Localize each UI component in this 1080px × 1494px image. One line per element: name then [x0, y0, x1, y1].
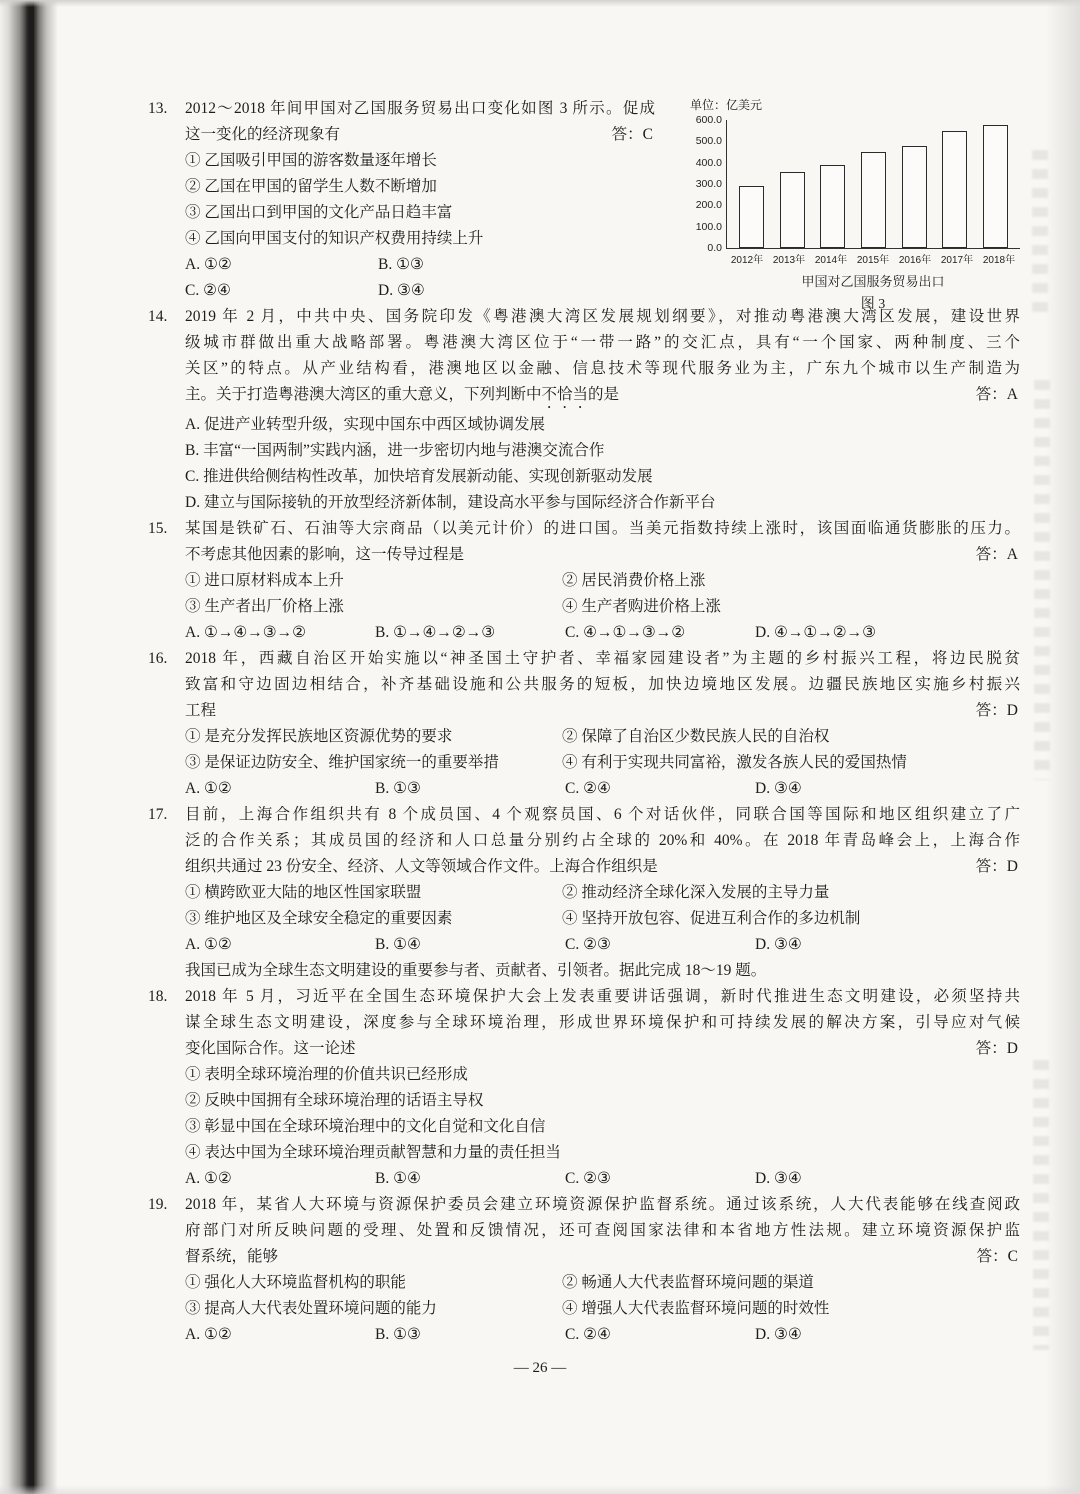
question-stem-line [185, 1244, 1020, 1270]
option-D: D. ④→①→②→③ [755, 624, 877, 641]
choice-item: ② 乙国在甲国的留学生人数不断增加 [185, 178, 437, 195]
option-A: A. ①② [185, 1326, 232, 1343]
question-stem-line: 2018 年，西藏自治区开始实施以“神圣国土守护者、幸福家园建设者”为主题的乡村振兴工程，将边民脱贫 [185, 650, 1020, 667]
answer-options [185, 620, 1020, 646]
y-axis-tick-label: 200.0 [695, 199, 722, 212]
y-axis-tick-label: 400.0 [695, 156, 722, 169]
choice-item: ① 横跨欧亚大陆的地区性国家联盟 [185, 884, 422, 901]
section-note: 我国已成为全球生态文明建设的重要参与者、贡献者、引领者。据此完成 18～19 题。 [185, 962, 767, 979]
bar [902, 146, 927, 248]
answer-options [185, 776, 1020, 802]
choice-item: ③ 生产者出厂价格上涨 [185, 598, 344, 615]
choice-item: ② 推动经济全球化深入发展的主导力量 [562, 884, 830, 901]
option-B: B. ①③ [375, 1326, 421, 1343]
option-C: C. ②④ [185, 282, 231, 299]
answer-options [185, 252, 571, 304]
scan-top-edge [0, 0, 1080, 7]
option-C: C. 推进供给侧结构性改革，加快培育发展新动能、实现创新驱动发展 [185, 468, 653, 485]
chart-bars [726, 120, 1020, 249]
choice-item: ③ 是保证边防安全、维护国家统一的重要举措 [185, 754, 499, 771]
choice-items-grid [185, 724, 1020, 776]
question-stem [185, 304, 1020, 412]
choice-items-grid [185, 880, 1020, 932]
choice-items-grid [185, 568, 1020, 620]
option-A: A. 促进产业转型升级，实现中国东中西区域协调发展 [185, 416, 545, 433]
scan-right-edge [1046, 0, 1080, 1494]
question-19 [148, 1192, 1020, 1348]
question-stem-line: 2012～2018 年间甲国对乙国服务贸易出口变化如图 3 所示。促成 [185, 100, 655, 117]
option-D: D. ③④ [755, 936, 802, 953]
choice-item: ② 反映中国拥有全球环境治理的话语主导权 [185, 1092, 484, 1109]
question-16 [148, 646, 1020, 802]
question-stem-text: 督系统，能够 [185, 1248, 279, 1265]
question-stem-line: 关区”的特点。从产业结构看，港澳地区以金融、信息技术等现代服务业为主，广东九个城市以生产制造为 [185, 360, 1020, 377]
choice-item: ① 是充分发挥民族地区资源优势的要求 [185, 728, 453, 745]
choice-item: ③ 维护地区及全球安全稳定的重要因素 [185, 910, 453, 927]
choice-item: ③ 乙国出口到甲国的文化产品日趋丰富 [185, 204, 453, 221]
option-D: D. ③④ [755, 1170, 802, 1187]
option-C: C. ②③ [565, 936, 611, 953]
x-axis-label: 2015年 [856, 255, 890, 266]
chart-plot-area [690, 114, 1020, 254]
emphasized-text: 不恰当 [541, 386, 589, 403]
question-stem-line: 致富和守边固边相结合，补齐基础设施和公共服务的短板，加快边境地区发展。边疆民族地区实施乡村振兴 [185, 676, 1020, 693]
question-stem-line [185, 1036, 1020, 1062]
choice-item: ④ 生产者购进价格上涨 [562, 598, 721, 615]
answer-options [185, 1322, 1020, 1348]
question-stem-line: 2019 年 2 月，中共中央、国务院印发《粤港澳大湾区发展规划纲要》，对推动粤港澳大湾区发展，建设世界 [185, 308, 1020, 325]
answer-options [185, 932, 1020, 958]
question-stem-text [185, 382, 619, 412]
question-stem-text: 组织共通过 23 份安全、经济、人文等领域合作文件。上海合作组织是 [185, 858, 658, 875]
question-14 [148, 304, 1020, 516]
question-stem-line [185, 854, 1020, 880]
figure-label: 图 3 [860, 297, 886, 312]
page-number: — 26 — [513, 1360, 567, 1376]
option-D: D. ③④ [378, 282, 425, 299]
question-stem-line [185, 382, 1020, 412]
question-stem-line: 目前，上海合作组织共有 8 个成员国、4 个观察员国、6 个对话伙伴，同联合国等国际和地区组织建立了广 [185, 806, 1020, 823]
question-stem [185, 96, 655, 148]
question-stem [185, 646, 1020, 724]
x-axis-label: 2012年 [730, 255, 764, 266]
question-stem-line [185, 122, 655, 148]
option-B: B. ①→④→②→③ [375, 624, 496, 641]
question-number: 15. [148, 520, 168, 537]
x-axis-label: 2013年 [772, 255, 806, 266]
bar [820, 165, 845, 248]
scan-spine-shadow [29, 0, 34, 1494]
choice-item: ④ 有利于实现共同富裕，激发各族人民的爱国热情 [562, 754, 907, 771]
option-B: B. ①④ [375, 936, 421, 953]
bar [983, 125, 1008, 248]
option-D: D. ③④ [755, 1326, 802, 1343]
question-stem-line [185, 698, 1020, 724]
option-B: B. ①④ [375, 1170, 421, 1187]
choice-item: ③ 彰显中国在全球环境治理中的文化自觉和文化自信 [185, 1118, 546, 1135]
scan-artifact [1034, 380, 1050, 780]
question-18 [148, 984, 1020, 1192]
choice-item: ① 强化人大环境监督机构的职能 [185, 1274, 406, 1291]
option-A: A. ①② [185, 936, 232, 953]
scan-bottom-edge [0, 1485, 1080, 1494]
question-number: 18. [148, 988, 168, 1005]
option-C: C. ④→①→③→② [565, 624, 686, 641]
question-number: 17. [148, 806, 168, 823]
option-A: A. ①→④→③→② [185, 624, 307, 641]
choice-item: ③ 提高人大代表处置环境问题的能力 [185, 1300, 437, 1317]
choice-item: ② 畅通人大代表监督环境问题的渠道 [562, 1274, 814, 1291]
answer-label: 答：C [611, 126, 653, 143]
stem-text: 的是 [588, 386, 620, 403]
question-stem [185, 984, 1020, 1062]
y-axis-tick-label: 500.0 [695, 135, 722, 148]
bar [780, 172, 805, 248]
question-stem-line [185, 542, 1020, 568]
answer-options [185, 412, 1020, 516]
question-number: 19. [148, 1196, 168, 1213]
question-17 [148, 802, 1020, 984]
option-D: D. 建立与国际接轨的开放型经济新体制，建设高水平参与国际经济合作新平台 [185, 494, 716, 511]
figure-3-chart [690, 96, 1020, 313]
chart-caption: 甲国对乙国服务贸易出口 [801, 274, 945, 289]
answer-label: 答：D [975, 858, 1018, 875]
x-axis-label: 2016年 [898, 255, 932, 266]
x-axis-label: 2018年 [982, 255, 1016, 266]
answer-label: 答：D [975, 702, 1018, 719]
chart-y-axis [690, 114, 726, 254]
option-D: D. ③④ [755, 780, 802, 797]
question-number: 14. [148, 308, 168, 325]
question-stem-line: 某国是铁矿石、石油等大宗商品（以美元计价）的进口国。当美元指数持续上涨时，该国面临通货膨胀的压力。 [185, 520, 1020, 537]
choice-item: ① 乙国吸引甲国的游客数量逐年增长 [185, 152, 437, 169]
option-A: A. ①② [185, 256, 232, 273]
y-axis-tick-label: 300.0 [695, 178, 722, 190]
option-B: B. ①③ [375, 780, 421, 797]
chart-x-axis [726, 251, 1020, 266]
question-stem [185, 516, 1020, 568]
scan-artifact [1032, 150, 1048, 320]
choice-item: ④ 乙国向甲国支付的知识产权费用持续上升 [185, 230, 484, 247]
answer-label: 答：C [976, 1248, 1018, 1265]
bar [942, 131, 967, 248]
choice-item: ② 保障了自治区少数民族人民的自治权 [562, 728, 830, 745]
question-stem-line: 府部门对所反映问题的受理、处置和反馈情况，还可查阅国家法律和本省地方性法规。建立环境资源保护监 [185, 1222, 1020, 1239]
x-axis-label: 2014年 [814, 255, 848, 266]
question-stem-text: 工程 [185, 702, 217, 719]
choice-item: ② 居民消费价格上涨 [562, 572, 706, 589]
option-C: C. ②③ [565, 1170, 611, 1187]
question-stem-text: 这一变化的经济现象有 [185, 126, 341, 143]
answer-label: 答：A [975, 386, 1018, 403]
option-B: B. ①③ [378, 256, 424, 273]
choice-item: ① 进口原材料成本上升 [185, 572, 344, 589]
answer-label: 答：A [975, 546, 1018, 563]
question-stem [185, 1192, 1020, 1270]
choice-item: ④ 表达中国为全球环境治理贡献智慧和力量的责任担当 [185, 1144, 561, 1161]
question-stem-line: 泛的合作关系；其成员国的经济和人口总量分别约占全球的 20%和 40%。在 2018 年青岛峰会上，上海合作 [185, 832, 1020, 849]
option-C: C. ②④ [565, 1326, 611, 1343]
option-A: A. ①② [185, 780, 232, 797]
answer-label: 答：D [975, 1040, 1018, 1057]
question-stem-line: 2018 年，某省人大环境与资源保护委员会建立环境资源保护监督系统。通过该系统，人大代表能够在线查阅政 [185, 1196, 1020, 1213]
y-axis-tick-label: 100.0 [695, 220, 722, 233]
choice-item: ④ 坚持开放包容、促进互利合作的多边机制 [562, 910, 861, 927]
bar [861, 152, 886, 248]
choice-item: ④ 增强人大代表监督环境问题的时效性 [562, 1300, 830, 1317]
question-stem [185, 802, 1020, 880]
scan-artifact [1033, 1060, 1049, 1350]
option-A: A. ①② [185, 1170, 232, 1187]
chart-unit-label: 单位：亿美元 [690, 98, 763, 112]
question-stem-text: 变化国际合作。这一论述 [185, 1040, 356, 1057]
option-C: C. ②④ [565, 780, 611, 797]
question-stem-line: 级城市群做出重大战略部署。粤港澳大湾区位于“一带一路”的交汇点，具有“一个国家、两种制度、三个 [185, 334, 1020, 351]
y-axis-tick-label: 600.0 [695, 114, 722, 126]
question-15 [148, 516, 1020, 646]
option-B: B. 丰富“一国两制”实践内涵，进一步密切内地与港澳交流合作 [185, 442, 605, 459]
answer-options [185, 1166, 1020, 1192]
question-stem-text: 不考虑其他因素的影响，这一传导过程是 [185, 546, 465, 563]
question-number: 13. [148, 100, 168, 117]
y-axis-tick-label: 0.0 [707, 242, 722, 254]
question-stem-line: 2018 年 5 月，习近平在全国生态环境保护大会上发表重要讲话强调，新时代推进生态文明建设，必须坚持共 [185, 988, 1020, 1005]
x-axis-label: 2017年 [940, 255, 974, 266]
question-stem-line: 谋全球生态文明建设，深度参与全球环境治理，形成世界环境保护和可持续发展的解决方案，引导应对气候 [185, 1014, 1020, 1031]
stem-text: 主。关于打造粤港澳大湾区的重大意义，下列判断中 [185, 386, 542, 403]
choice-items-grid [185, 1270, 1020, 1322]
choice-item: ① 表明全球环境治理的价值共识已经形成 [185, 1066, 468, 1083]
bar [739, 186, 764, 248]
question-number: 16. [148, 650, 168, 667]
